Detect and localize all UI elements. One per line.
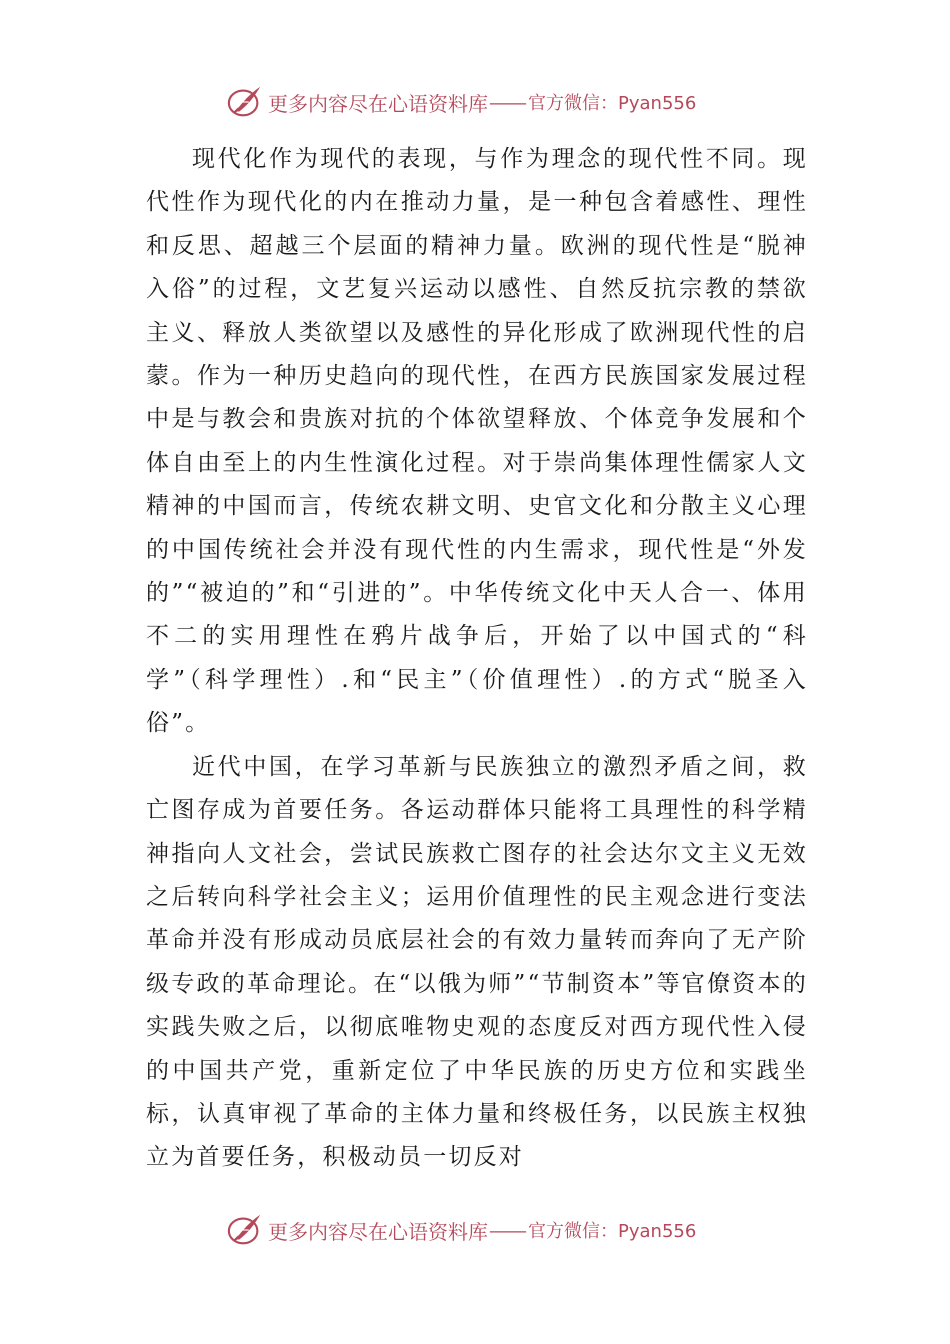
- document-body: [146, 138, 808, 1180]
- header-banner-wechat: 官方微信：Pyan556: [528, 93, 697, 114]
- footer-banner: [226, 1210, 696, 1250]
- paragraph-2: 近代中国，在学习革新与民族独立的激烈矛盾之间，救亡图存成为首要任务。各运动群体只能将工具理性的科学精神指向人文社会，尝试民族救亡图存的社会达尔文主义无效之后转向科学社会主义；运用价值理性的民主观念进行变法革命并没有形成动员底层社会的有效力量转而奔向了无产阶级专政的革命理论。在“以俄为师”“节制资本”等官僚资本的实践失败之后，以彻底唯物史观的态度反对西方现代性入侵的中国共产党，重新定位了中华民族的历史方位和实践坐标，认真审视了革命的主体力量和终极任务，以民族主权独立为首要任务，积极动员一切反对: [146, 753, 808, 1171]
- footer-banner-wechat: 官方微信：Pyan556: [528, 1221, 697, 1242]
- footer-banner-separator: ——: [489, 1218, 525, 1242]
- header-banner-separator: ——: [489, 90, 525, 114]
- quill-pen-logo-icon: [226, 83, 264, 121]
- header-banner-text: 更多内容尽在心语资料库: [268, 91, 488, 116]
- header-banner: [226, 82, 696, 122]
- paragraph-1: 现代化作为现代的表现，与作为理念的现代性不同。现代性作为现代化的内在推动力量，是一种包含着感性、理性和反思、超越三个层面的精神力量。欧洲的现代性是“脱神入俗”的过程，文艺复兴运动以感性、自然反抗宗教的禁欲主义、释放人类欲望以及感性的异化形成了欧洲现代性的启蒙。作为一种历史趋向的现代性，在西方民族国家发展过程中是与教会和贵族对抗的个体欲望释放、个体竞争发展和个体自由至上的内生性演化过程。对于崇尚集体理性儒家人文精神的中国而言，传统农耕文明、史官文化和分散主义心理的中国传统社会并没有现代性的内生需求，现代性是“外发的”“被迫的”和“引进的”。中华传统文化中天人合一、体用不二的实用理性在鸦片战争后，开始了以中国式的“科学”（科学理性）.和“民主”（价值理性）.的方式“脱圣入俗”。: [146, 146, 808, 737]
- quill-pen-logo-icon: [226, 1211, 264, 1249]
- footer-banner-text: 更多内容尽在心语资料库: [268, 1219, 488, 1244]
